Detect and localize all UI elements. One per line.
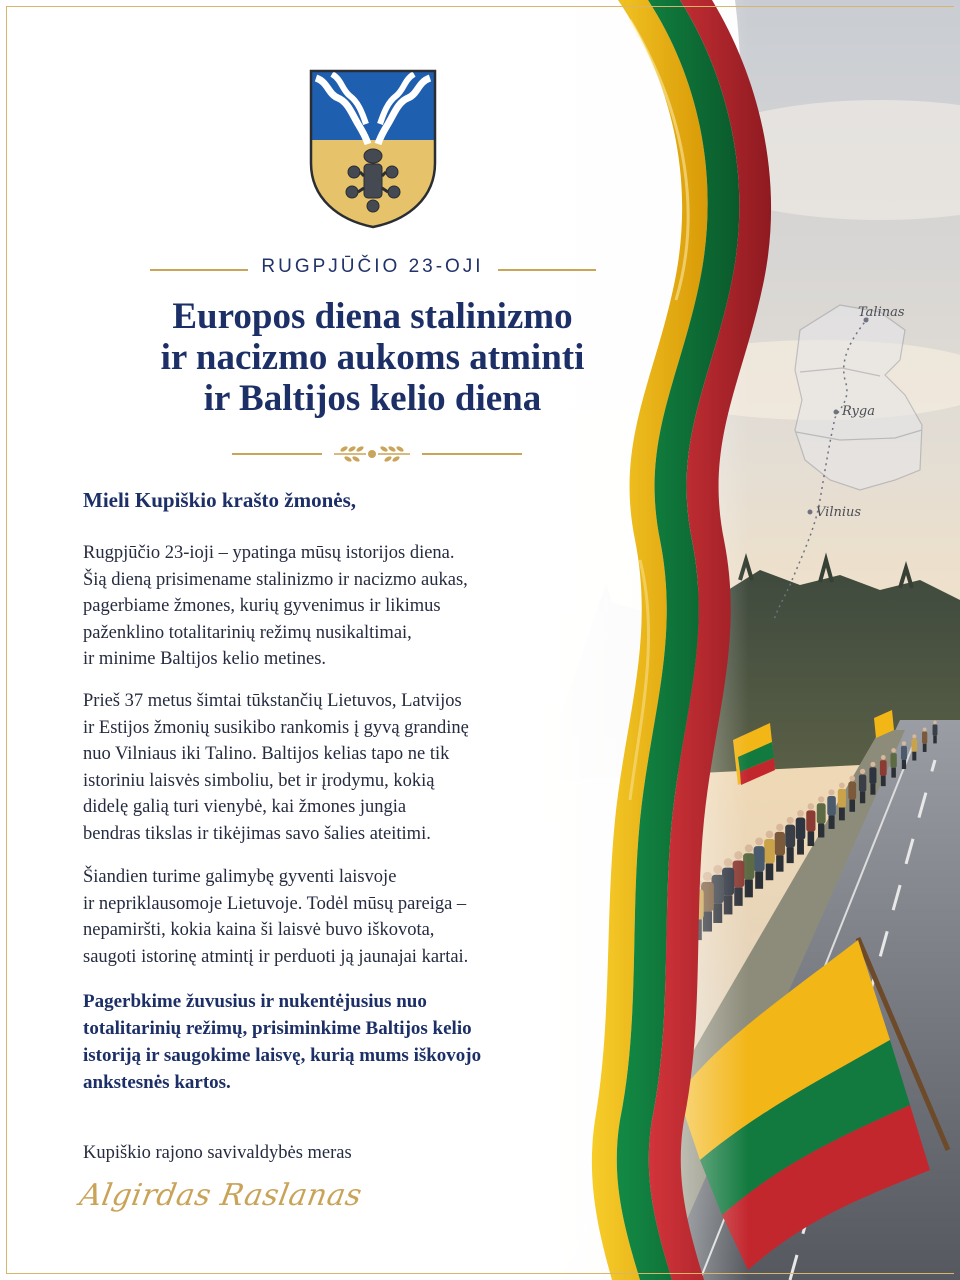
kicker-line-right xyxy=(498,269,596,271)
paragraph-2 xyxy=(83,688,603,848)
text-line: ir Estijos žmonių susikibo rankomis į gyvą grandinę xyxy=(83,717,469,738)
text-line: pagerbiame žmones, kurių gyvenimus ir likimus xyxy=(83,596,441,617)
text-line: bendras tikslas ir tikėjimas savo šalies ateitimi. xyxy=(83,823,431,844)
date-kicker: RUGPJŪČIO 23-OJI xyxy=(261,256,484,277)
signoff-title: Kupiškio rajono savivaldybės meras xyxy=(83,1143,352,1163)
title-line: Europos diena stalinizmo xyxy=(172,296,573,337)
greeting: Mieli Kupiškio krašto žmonės, xyxy=(83,488,357,512)
mayor-signature: Algirdas Raslanas xyxy=(76,1178,365,1213)
title-line: ir nacizmo aukoms atminti xyxy=(160,337,585,378)
text-line: paženklino totalitarinių režimų nusikaltimai, xyxy=(83,622,412,643)
baltic-map xyxy=(795,305,922,490)
map-label-talinas: Talinas xyxy=(858,305,905,320)
map-label-ryga: Ryga xyxy=(842,404,875,419)
text-line: Rugpjūčio 23-ioji – ypatinga mūsų istorijos diena. xyxy=(83,543,455,563)
text-line: ankstesnės kartos. xyxy=(83,1072,231,1093)
text-line: saugoti istorinę atmintį ir perduoti ją jaunajai kartai. xyxy=(83,946,469,967)
title-line: ir Baltijos kelio diena xyxy=(203,378,542,419)
page-title xyxy=(0,296,745,419)
text-line: totalitarinių režimų, prisiminkime Baltijos kelio xyxy=(83,1018,472,1039)
text-line: Šiandien turime galimybę gyventi laisvoje xyxy=(83,867,397,887)
ornament-line-right xyxy=(422,453,522,455)
text-line: ir minime Baltijos kelio metines. xyxy=(83,649,327,670)
map-label-vilnius: Vilnius xyxy=(816,505,862,520)
text-line: Pagerbkime žuvusius ir nukentėjusius nuo xyxy=(83,991,427,1012)
text-line: nepamiršti, kokia kaina ši laisvė buvo iškovota, xyxy=(83,920,435,941)
kupiskis-coat-of-arms-icon xyxy=(308,68,438,230)
text-line: ir nepriklausomoje Lietuvoje. Todėl mūsų pareiga – xyxy=(83,893,467,914)
laurel-ornament-icon xyxy=(330,440,414,468)
closing-paragraph xyxy=(83,988,603,1096)
ornament-line-left xyxy=(232,453,322,455)
text-line: Prieš 37 metus šimtai tūkstančių Lietuvos, Latvijos xyxy=(83,691,462,711)
text-line: istoriją ir saugokime laisvę, kurią mums iškovojo xyxy=(83,1045,482,1066)
text-line: nuo Vilniaus iki Talino. Baltijos kelias tapo ne tik xyxy=(83,744,450,765)
paragraph-3 xyxy=(83,864,603,970)
paragraph-1 xyxy=(83,540,603,673)
text-line: Šią dieną prisimename stalinizmo ir nacizmo aukas, xyxy=(83,569,468,590)
text-line: istoriniu laisvės simboliu, bet ir įrodymu, kokią xyxy=(83,770,435,791)
text-line: didelę galią turi vienybė, kai žmones jungia xyxy=(83,797,407,818)
